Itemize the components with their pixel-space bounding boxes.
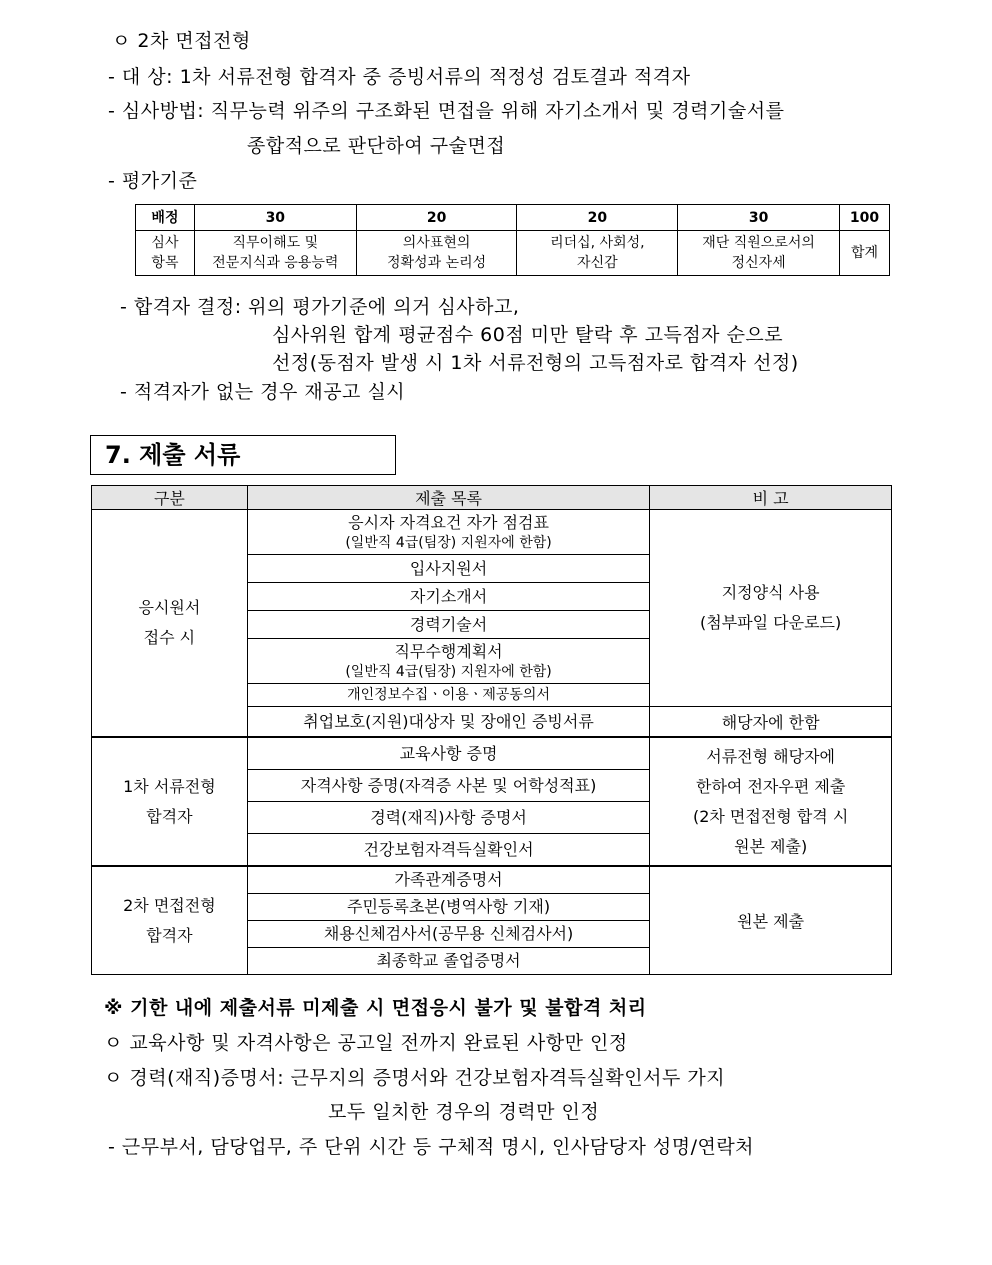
group2-label-line: 합격자 bbox=[146, 806, 193, 826]
interview-method-line1: - 심사방법: 직무능력 위주의 구조화된 면접을 위해 자기소개서 및 경력기술서를 bbox=[108, 100, 785, 122]
doc-item-sub: (일반직 4급(팀장) 지원자에 한함) bbox=[345, 664, 552, 680]
eval-item-line: 정확성과 논리성 bbox=[387, 255, 487, 271]
doc-item bbox=[247, 639, 649, 684]
eval-item-line: 직무이해도 및 bbox=[232, 235, 319, 251]
eval-row-label bbox=[136, 231, 195, 276]
eval-item-line: 의사표현의 bbox=[402, 235, 471, 251]
note-career-line1: ㅇ 경력(재직)증명서: 근무지의 증명서와 건강보험자격득실확인서두 가지 bbox=[104, 1067, 726, 1089]
group3-label-line: 합격자 bbox=[146, 925, 193, 945]
doc-item: 교육사항 증명 bbox=[247, 737, 649, 770]
doc-item-main: 응시자 자격요건 자가 점검표 bbox=[348, 513, 549, 532]
group1-label bbox=[92, 510, 248, 738]
decision-line4: - 적격자가 없는 경우 재공고 실시 bbox=[120, 381, 406, 403]
doc-item: 자기소개서 bbox=[247, 583, 649, 611]
warning-note: ※ 기한 내에 제출서류 미제출 시 면접응시 불가 및 불합격 처리 bbox=[104, 997, 647, 1019]
eval-header-cell: 100 bbox=[839, 205, 889, 231]
eval-header-cell: 20 bbox=[517, 205, 678, 231]
group2-label bbox=[92, 737, 248, 866]
eval-item-line: 리더십, 사회성, bbox=[550, 235, 645, 251]
section-title: 7. 제출 서류 bbox=[90, 435, 396, 475]
group2-note bbox=[650, 737, 892, 866]
group1-note-line: 지정양식 사용 bbox=[721, 583, 820, 602]
docs-header-row bbox=[92, 486, 892, 510]
group1-note2: 해당자에 한함 bbox=[650, 707, 892, 738]
eval-item-cell bbox=[517, 231, 678, 276]
eval-item-cell bbox=[678, 231, 840, 276]
table-row bbox=[92, 510, 892, 555]
group3-label-line: 2차 면접전형 bbox=[123, 895, 216, 915]
eval-header-cell: 20 bbox=[356, 205, 517, 231]
doc-item-main: 직무수행계획서 bbox=[394, 642, 503, 661]
group1-note-line: (첨부파일 다운로드) bbox=[700, 613, 842, 632]
doc-item: 입사지원서 bbox=[247, 555, 649, 583]
eval-item-line: 정신자세 bbox=[731, 255, 786, 271]
docs-header-list: 제출 목록 bbox=[247, 486, 649, 510]
doc-item: 경력기술서 bbox=[247, 611, 649, 639]
doc-item: 채용신체검사서(공무용 신체검사서) bbox=[247, 921, 649, 948]
doc-item: 취업보호(지원)대상자 및 장애인 증빙서류 bbox=[247, 707, 649, 738]
submission-documents-table bbox=[91, 485, 892, 975]
eval-item-line: 자신감 bbox=[577, 255, 618, 271]
interview-method-line2: 종합적으로 판단하여 구술면접 bbox=[247, 135, 506, 157]
eval-row-label-line: 항목 bbox=[151, 255, 179, 271]
eval-body-row bbox=[136, 231, 890, 276]
docs-header-category: 구분 bbox=[92, 486, 248, 510]
doc-item: 최종학교 졸업증명서 bbox=[247, 948, 649, 975]
eval-item-cell bbox=[194, 231, 356, 276]
eval-item-cell bbox=[356, 231, 517, 276]
eval-header-cell: 30 bbox=[194, 205, 356, 231]
decision-line3: 선정(동점자 발생 시 1차 서류전형의 고득점자로 합격자 선정) bbox=[272, 352, 799, 374]
eval-header-row bbox=[136, 205, 890, 231]
docs-header-note: 비 고 bbox=[650, 486, 892, 510]
doc-item: 가족관계증명서 bbox=[247, 866, 649, 894]
doc-item: 경력(재직)사항 증명서 bbox=[247, 802, 649, 834]
eval-row-label-line: 심사 bbox=[151, 235, 179, 251]
doc-item: 주민등록초본(병역사항 기재) bbox=[247, 894, 649, 921]
doc-item: 건강보험자격득실확인서 bbox=[247, 834, 649, 867]
group2-label-line: 1차 서류전형 bbox=[123, 776, 216, 796]
doc-item bbox=[247, 510, 649, 555]
evaluation-criteria-table bbox=[135, 204, 890, 276]
note-details: - 근무부서, 담당업무, 주 단위 시간 등 구체적 명시, 인사담당자 성명/연락처 bbox=[108, 1136, 755, 1158]
doc-item: 개인정보수집ㆍ이용ㆍ제공동의서 bbox=[247, 684, 649, 707]
doc-item-sub: (일반직 4급(팀장) 지원자에 한함) bbox=[345, 535, 552, 551]
group2-note-line: 서류전형 해당자에 bbox=[706, 746, 835, 766]
eval-item-line: 재단 직원으로서의 bbox=[702, 235, 815, 251]
table-row bbox=[92, 866, 892, 894]
decision-line2: 심사위원 합계 평균점수 60점 미만 탈락 후 고득점자 순으로 bbox=[272, 324, 784, 346]
group2-note-line: 원본 제출) bbox=[734, 836, 808, 856]
decision-line1: - 합격자 결정: 위의 평가기준에 의거 심사하고, bbox=[120, 296, 520, 318]
note-education: ㅇ 교육사항 및 자격사항은 공고일 전까지 완료된 사항만 인정 bbox=[104, 1032, 628, 1054]
criteria-label: - 평가기준 bbox=[108, 170, 198, 192]
interview-target: - 대 상: 1차 서류전형 합격자 중 증빙서류의 적정성 검토결과 적격자 bbox=[108, 66, 691, 88]
eval-header-cell: 배정 bbox=[136, 205, 195, 231]
eval-item-line: 전문지식과 응용능력 bbox=[212, 255, 339, 271]
group2-note-line: 한하여 전자우편 제출 bbox=[696, 776, 846, 796]
group1-label-line: 접수 시 bbox=[143, 628, 196, 647]
group1-label-line: 응시원서 bbox=[138, 598, 201, 617]
interview-heading: ㅇ 2차 면접전형 bbox=[112, 30, 251, 52]
group3-note: 원본 제출 bbox=[650, 866, 892, 975]
eval-total-cell: 합계 bbox=[839, 231, 889, 276]
doc-item: 자격사항 증명(자격증 사본 및 어학성적표) bbox=[247, 770, 649, 802]
group1-note bbox=[650, 510, 892, 707]
table-row bbox=[92, 737, 892, 770]
note-career-line2: 모두 일치한 경우의 경력만 인정 bbox=[328, 1101, 600, 1123]
group3-label bbox=[92, 866, 248, 975]
eval-header-cell: 30 bbox=[678, 205, 840, 231]
group2-note-line: (2차 면접전형 합격 시 bbox=[692, 806, 849, 826]
